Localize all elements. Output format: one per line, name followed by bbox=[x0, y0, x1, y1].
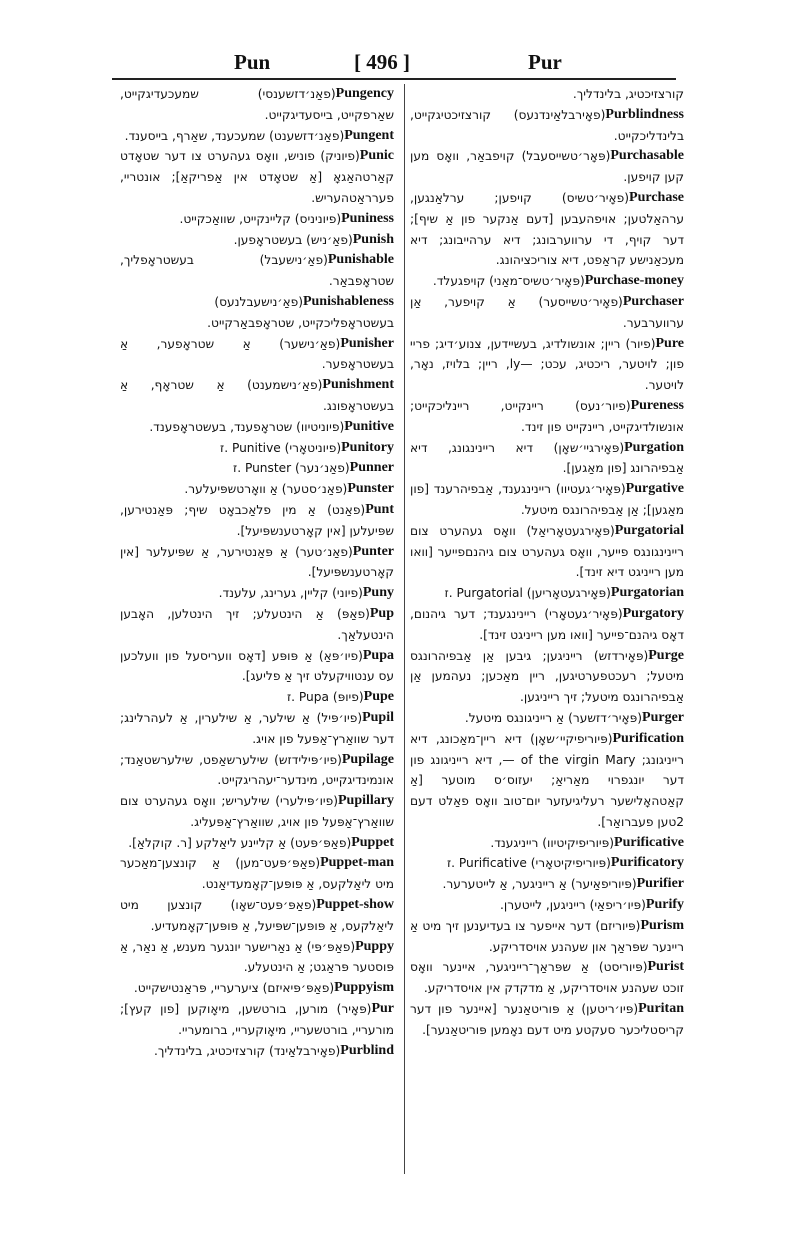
dictionary-entry bbox=[410, 188, 684, 271]
entry-definition: וואָס געהערט צום ריינינגונגס פייער, וואָס געהערט צום גיהנםפייער [וואו מען רייניגט דיא זינד]. bbox=[410, 523, 684, 580]
dictionary-entry bbox=[120, 458, 394, 479]
entry-definition: ריינקייט, ריינליכקייט; אונשולדיגקייט, ריינקייט פון זינד. bbox=[410, 398, 684, 434]
entry-pronunciation: (פּיוריסט) bbox=[598, 960, 648, 975]
entry-definition: אַ מין פלאַכבאָט שיף; פּאַנטירען, שפּיעלען [אין קאָרטענשפּיעל]. bbox=[120, 502, 394, 538]
dictionary-entry bbox=[410, 521, 684, 583]
entry-definition: ריינינגענד; דער גיהנום, דאָס גיהנם־פייער [וואו מען רייניגט זינד]. bbox=[410, 606, 684, 642]
dictionary-entry bbox=[410, 146, 684, 188]
entry-pronunciation: (פּאָיר) bbox=[336, 1002, 372, 1017]
entry-headword: Pungent bbox=[344, 127, 394, 143]
entry-definition: קונצען מיט ליאַלקעס, אַ פּופּען־שפּיעל, אַ פּופּען־קאָמעדיע. bbox=[120, 898, 394, 933]
entry-headword: Pupilage bbox=[341, 751, 394, 767]
entry-pronunciation: (פּאָיר׳טשיס־מאַני) bbox=[489, 274, 585, 289]
entry-definition: אַ שטראָף, אַ בעשטראָפונג. bbox=[120, 378, 394, 413]
entry-headword: Punster bbox=[347, 481, 394, 497]
entry-pronunciation: (פּיוריזם) bbox=[595, 918, 641, 933]
dictionary-entry bbox=[410, 729, 684, 833]
entry-definition: בעשטראָפליכקייט, שטראָפבאַרקייט. bbox=[207, 315, 394, 330]
entry-pronunciation: (פּאָירדזש) bbox=[593, 648, 649, 663]
entry-headword: Purgative bbox=[625, 481, 684, 497]
dictionary-entry bbox=[120, 604, 394, 646]
entry-pronunciation: (פאַ׳ניש) bbox=[306, 232, 353, 247]
entry-pronunciation: (פּאָירגיי׳שאָן) bbox=[553, 440, 625, 455]
entry-headword: Purger bbox=[642, 709, 684, 725]
entry-pronunciation: (פיור) bbox=[625, 336, 656, 351]
entry-definition: שמעכעדיגקייט, שאַרפקייט, בייסעדיגקייט. bbox=[120, 87, 394, 122]
dictionary-entry bbox=[410, 708, 684, 729]
entry-headword: Purchase-money bbox=[584, 273, 684, 289]
entry-pronunciation: (פאַנ׳סטער) bbox=[281, 482, 348, 497]
entry-pronunciation: (פּאָר׳טשייסעבל) bbox=[521, 149, 611, 164]
entry-definition: אַ הינטעלע; זיך הינטלען, האָבען הינטעלאַך. bbox=[120, 606, 394, 642]
page-number: [ 496 ] bbox=[354, 50, 410, 74]
entry-definition: אַ נאַרישער יונגער מענש, אַ נאַר, אַ פּוסטער פּראַגט; אַ הינטעלע. bbox=[120, 939, 394, 975]
entry-definition: קורצזיכטיגקייט, בלינדליכקייט. bbox=[410, 107, 684, 143]
entry-definition: ריינינגענד, אַבפיהרענד [פון מאַגען]; אַן אַבפיהרונגס מיטעל. bbox=[410, 482, 684, 517]
entry-pronunciation: (פּיוריפיקיטאָרי) bbox=[530, 856, 611, 871]
entry-pronunciation: (פאַ׳נישער) bbox=[279, 336, 341, 351]
entry-headword: Punishment bbox=[322, 377, 394, 393]
entry-definition: אַ פּופּע [דאָס וועריסעל פון וועלכען עס ענטוויקעלט זיך אַ פליעג]. bbox=[120, 648, 394, 684]
entry-pronunciation: (פאָיר׳טשייסער) bbox=[538, 294, 623, 309]
entry-pronunciation: (פאָיר׳טשיס) bbox=[561, 190, 630, 205]
entry-pronunciation: (פאָירבלאַינד) bbox=[269, 1043, 341, 1058]
entry-definition: בעשטראָפען. bbox=[233, 232, 303, 247]
entry-headword: Purchase bbox=[629, 189, 684, 205]
entry-pronunciation: (פאַפּ׳פּי) bbox=[306, 939, 356, 954]
dictionary-entry bbox=[120, 292, 394, 334]
entry-pronunciation: (פּאָיר׳געטיוו) bbox=[555, 482, 626, 497]
dictionary-entry bbox=[410, 438, 684, 480]
entry-headword: Purify bbox=[645, 897, 684, 913]
entry-definition: אַ פּאַנטירער, אַ שפּיעלער [אין קאָרטענשפּיעל]. bbox=[120, 544, 394, 580]
entry-pronunciation: (פיוניק) bbox=[320, 149, 360, 164]
dictionary-entry bbox=[120, 126, 394, 147]
dictionary-entry bbox=[120, 417, 394, 438]
entry-definition: קויפגעלד. bbox=[432, 274, 486, 289]
dictionary-entry bbox=[120, 646, 394, 688]
entry-pronunciation: (פּאָירגעטאָריען) bbox=[526, 586, 611, 601]
dictionary-entry bbox=[410, 334, 684, 396]
dictionary-entry bbox=[120, 791, 394, 833]
entry-pronunciation: (פיוניטאָרי) bbox=[284, 440, 342, 455]
entry-definition: ציערעריי, פּראַנטישקייט. bbox=[133, 981, 259, 996]
entry-definition: אַ קויפער, אַן ערווערבער. bbox=[410, 294, 684, 330]
entry-definition: דיא ריין־מאַכונג, דיא רייניגונג; of the virgin Mary —, דיא רייניגונג פון דער יונגפרוי מאַריאַ; יעזוס׳ס מוטער [אַ קאַטהאָלישער רעליגיעזער יום־טוב וואָס פאַלט דעם 2טען פעברואַר]. bbox=[410, 731, 684, 829]
entry-pronunciation: (פאַנ׳דזשענט) bbox=[269, 128, 345, 143]
dictionary-entry bbox=[120, 583, 394, 604]
dictionary-entry bbox=[410, 916, 684, 958]
entry-definition: אַ שפּראַך־רייניגער, איינער וואָס זוכט שעהנע אויסדריקע, אַ מדקדק אין אויסדריקע. bbox=[410, 960, 684, 996]
entry-headword: Punitive bbox=[344, 418, 394, 434]
entry-pronunciation: (פיו׳פּיל) bbox=[316, 710, 363, 725]
entry-definition: קורצזיכטיג, בלינדליך. bbox=[153, 1043, 266, 1058]
entry-pronunciation: (פיוניניס) bbox=[294, 211, 342, 226]
entry-pronunciation: (פּיו׳ריטען) bbox=[581, 1002, 639, 1017]
entry-headword: Pup bbox=[369, 605, 394, 621]
entry-pronunciation: (פאַפּ׳פּעט) bbox=[290, 835, 352, 850]
entry-headword: Puppet-man bbox=[320, 855, 394, 871]
entry-headword: Pupe bbox=[363, 689, 394, 705]
dictionary-entry bbox=[410, 583, 684, 604]
entry-definition: ריין; אונשולדיג, בעשיידען, צנוע׳דיג; פריי פון; לויטער, ריכטיג, עכט; —ly, ריין; בלויז, נאָר, לויטער. bbox=[410, 336, 684, 393]
dictionary-entry bbox=[410, 874, 684, 895]
entry-definition: שילעריש; וואָס געהערט צום שוואַרץ־אַפּעל פון אויג, שוואַרץ־אַפּעליג. bbox=[120, 794, 394, 829]
dictionary-entry bbox=[410, 271, 684, 292]
entry-headword: Puppet bbox=[351, 834, 394, 850]
entry-definition: שילערשאַפט, שילערשטאַנד; אונמינדיגקייט, מינדער־יעהריגקייט. bbox=[120, 752, 394, 788]
dictionary-entry bbox=[120, 250, 394, 292]
dictionary-entry bbox=[120, 209, 394, 230]
entry-pronunciation: (פאַנ׳דזשענסי) bbox=[257, 87, 336, 101]
entry-headword: Purificatory bbox=[610, 855, 684, 871]
entry-definition: אַ קונצען־מאַכער מיט ליאַלקעס, אַ פּופּען־קאָמעדיאַנט. bbox=[120, 856, 394, 892]
entry-headword: Punitory bbox=[341, 439, 394, 455]
entry-headword: Purgation bbox=[624, 439, 684, 455]
entry-definition: דיא ריינינגונג, דיא אַבפיהרונג [פון מאַגען]. bbox=[410, 440, 684, 476]
dictionary-entry bbox=[120, 750, 394, 792]
entry-headword: Puniness bbox=[341, 210, 394, 226]
right-guide-word: Pur bbox=[528, 50, 562, 74]
entry-headword: Purchaser bbox=[622, 293, 684, 309]
entry-definition: Pupa .ז bbox=[286, 690, 329, 705]
page-header bbox=[0, 40, 788, 80]
entry-definition: אַ שטראָפער, אַ בעשטראָפער. bbox=[120, 336, 394, 372]
entry-headword: Pupillary bbox=[337, 793, 394, 809]
dictionary-entry bbox=[120, 1041, 394, 1062]
entry-pronunciation: (פאַ׳נישעבל) bbox=[259, 253, 328, 268]
entry-definition: קויפבאַר, וואָס מען קען קויפען. bbox=[410, 149, 684, 185]
left-guide-word: Pun bbox=[234, 50, 271, 74]
entry-pronunciation: (פאַנ׳נער) bbox=[295, 461, 350, 476]
dictionary-entry bbox=[120, 833, 394, 854]
entry-headword: Pureness bbox=[630, 397, 684, 413]
entry-pronunciation: (פּאָירגעטאָריאַל) bbox=[526, 523, 615, 538]
entry-pronunciation: (פּאָיר׳געטאָרי) bbox=[544, 606, 623, 621]
entry-headword: Punic bbox=[359, 148, 394, 164]
entry-definition: פוניש, וואָס געהערט צו דער שטאָדט קאַרטהאַגאָ [אַ שטאָדט אין אַפריקאַ]; אונטריי, פערראַטהעריש. bbox=[120, 149, 394, 205]
entry-pronunciation: (פאַ׳נישעבלנעס) bbox=[214, 294, 303, 309]
dictionary-entry bbox=[120, 999, 394, 1041]
entry-pronunciation: (פאַפּ׳פּעט־שאָו) bbox=[230, 898, 317, 913]
entry-headword: Purgatorial bbox=[614, 522, 684, 538]
entry-definition: קליינקייט, שוואַכקייט. bbox=[179, 211, 291, 226]
entry-headword: Purge bbox=[648, 647, 684, 663]
dictionary-entry bbox=[410, 895, 684, 916]
entry-pronunciation: (פיור׳נעס) bbox=[575, 398, 631, 413]
entry-headword: Pupil bbox=[362, 709, 394, 725]
entry-definition: Punitive .ז bbox=[219, 440, 281, 455]
dictionary-entry bbox=[410, 957, 684, 999]
entry-pronunciation: (פּיוריפיקיי׳שאָן) bbox=[530, 731, 613, 746]
entry-pronunciation: (פאָירבלאַינדנעס) bbox=[513, 107, 606, 122]
entry-headword: Puppet-show bbox=[316, 897, 394, 913]
entry-headword: Pupa bbox=[362, 647, 394, 663]
dictionary-entry bbox=[120, 438, 394, 459]
entry-pronunciation: (פיו׳פּילידזש) bbox=[274, 752, 342, 767]
dictionary-entry bbox=[410, 84, 684, 105]
entry-pronunciation: (פאַפּ׳פּעט־מען) bbox=[235, 856, 321, 871]
dictionary-entry bbox=[410, 833, 684, 854]
dictionary-entry bbox=[410, 292, 684, 334]
dictionary-entry bbox=[120, 500, 394, 542]
entry-headword: Purism bbox=[640, 917, 684, 933]
entry-headword: Purchasable bbox=[610, 148, 684, 164]
entry-headword: Pungency bbox=[335, 86, 394, 101]
entry-pronunciation: (פאַ׳נישמענט) bbox=[247, 378, 323, 393]
dictionary-entry bbox=[410, 396, 684, 438]
entry-definition: רייניגען; גיבען אַן אַבפיהרונגס מיטעל; רעכטפערטיגען, ריין מאַכען; נעהמען אַן אַבפיהרונגס מיטעל; זיך רייניגען. bbox=[410, 648, 684, 705]
entry-headword: Pure bbox=[655, 335, 684, 351]
dictionary-entry bbox=[410, 604, 684, 646]
entry-definition: אַ רייניגער, אַ לייטערער. bbox=[442, 877, 567, 892]
entry-definition: שמעכענד, שאַרף, בייסענד. bbox=[124, 128, 266, 143]
dictionary-entry bbox=[120, 479, 394, 500]
entry-headword: Pur bbox=[371, 1001, 394, 1017]
entry-headword: Purblindness bbox=[605, 106, 684, 122]
dictionary-entry bbox=[120, 542, 394, 584]
entry-definition: דער אייפער צו בעדיענען זיך מיט אַ ריינער שפּראַך און שעהנע אויסדריקע. bbox=[410, 918, 684, 954]
header-rule bbox=[112, 78, 676, 80]
entry-definition: אַ פּוריטאַנער [איינער פון דער קריסטליכער סעקטע מיט דעם נאָמען פּוריטאַנער]. bbox=[410, 1002, 684, 1037]
entry-definition: אַ שילער, אַ שילערין, אַ לעהרלינג; דער שוואַרץ־אַפּעל פון אויג. bbox=[120, 710, 394, 746]
column-divider bbox=[404, 84, 405, 1174]
entry-headword: Punishable bbox=[327, 252, 394, 268]
dictionary-entry bbox=[410, 479, 684, 521]
dictionary-entry bbox=[120, 937, 394, 979]
entry-definition: רייניגען, לייטערן. bbox=[500, 898, 586, 913]
right-column bbox=[410, 84, 684, 1174]
entry-pronunciation: (פיוני) bbox=[332, 586, 363, 601]
entry-headword: Puppy bbox=[355, 938, 394, 954]
entry-definition: בעשטראָפליך, שטראָפבאַר. bbox=[120, 253, 394, 289]
entry-headword: Purificative bbox=[614, 834, 684, 850]
entry-headword: Puny bbox=[362, 585, 394, 601]
dictionary-entry bbox=[120, 230, 394, 251]
entry-headword: Punner bbox=[349, 460, 394, 476]
dictionary-entry bbox=[120, 687, 394, 708]
entry-headword: Puritan bbox=[638, 1001, 684, 1017]
entry-pronunciation: (פּאָיר׳דזשער) bbox=[568, 710, 643, 725]
entry-definition: רייניגענד. bbox=[490, 835, 539, 850]
dictionary-entry bbox=[120, 978, 394, 999]
entry-definition: אַ רייניגונגס מיטעל. bbox=[464, 710, 565, 725]
entry-headword: Puppyism bbox=[334, 980, 394, 996]
entry-definition: אַ קליינע ליאַלקע [ר. קוקלאַ]. bbox=[128, 835, 287, 850]
dictionary-entry bbox=[120, 146, 394, 208]
entry-headword: Punisher bbox=[340, 335, 394, 351]
entry-pronunciation: (פאַנ׳טער) bbox=[295, 544, 353, 559]
entry-pronunciation: (פּיוריפיקיטיוו) bbox=[542, 835, 615, 850]
entry-definition: שטראָפענד, בעשטראָפענד. bbox=[149, 419, 293, 434]
entry-pronunciation: (פאַפּ) bbox=[336, 606, 370, 621]
dictionary-entry bbox=[410, 646, 684, 708]
entry-headword: Purgatory bbox=[622, 605, 684, 621]
entry-pronunciation: (פאַנט) bbox=[327, 502, 366, 517]
dictionary-entry bbox=[120, 853, 394, 895]
entry-pronunciation: (פאַפּ׳פּיאיזם) bbox=[262, 981, 335, 996]
entry-headword: Punishableness bbox=[302, 293, 394, 309]
dictionary-entry bbox=[120, 708, 394, 750]
entry-definition: קורצזיכטיג, בלינדליך. bbox=[572, 87, 684, 101]
dictionary-entry bbox=[410, 999, 684, 1041]
dictionary-entry bbox=[120, 334, 394, 376]
entry-definition: קליין, גערינג, עלענד. bbox=[218, 586, 329, 601]
entry-pronunciation: (פיופּ) bbox=[332, 690, 364, 705]
entry-headword: Punter bbox=[352, 543, 394, 559]
dictionary-entry bbox=[120, 375, 394, 417]
entry-definition: Purificative .ז bbox=[446, 856, 527, 871]
dictionary-entry bbox=[410, 105, 684, 147]
entry-pronunciation: (פיו׳פּילערי) bbox=[275, 794, 338, 809]
left-column bbox=[120, 84, 394, 1174]
entry-headword: Purification bbox=[612, 730, 684, 746]
entry-pronunciation: (פיוניטיוו) bbox=[296, 419, 345, 434]
entry-headword: Purifier bbox=[636, 876, 684, 892]
entry-definition: אַ וואָרטשפּיעלער. bbox=[184, 482, 278, 497]
dictionary-entry bbox=[410, 853, 684, 874]
entry-headword: Punt bbox=[365, 501, 394, 517]
entry-definition: קויפען; ערלאַנגען, ערהאַלטען; אויפהעבען [דעם אַנקער פון אַ שיף]; דער קויף, די ערווערבונג; דיא ערהייבונג; דיא מעכאַנישע קראַפט, דיא צוריכציהונג. bbox=[410, 190, 684, 268]
entry-definition: Punster .ז bbox=[232, 461, 292, 476]
entry-headword: Purgatorian bbox=[610, 585, 684, 601]
entry-headword: Purist bbox=[647, 959, 684, 975]
entry-definition: מורען, בורטשען, מיאָוקען [פון קעץ]; מורעריי, בורטשעריי, מיאָוקעריי, ברומעריי. bbox=[120, 1002, 394, 1037]
dictionary-entry bbox=[120, 84, 394, 126]
entry-pronunciation: (פּיוריפאַיער) bbox=[570, 877, 637, 892]
entry-pronunciation: (פּיו׳ריפאַי) bbox=[589, 898, 646, 913]
entry-definition: Purgatorial .ז bbox=[444, 586, 523, 601]
entry-headword: Purblind bbox=[340, 1042, 394, 1058]
entry-pronunciation: (פיו׳פּאַ) bbox=[318, 648, 363, 663]
entry-headword: Punish bbox=[352, 231, 394, 247]
dictionary-entry bbox=[120, 895, 394, 937]
